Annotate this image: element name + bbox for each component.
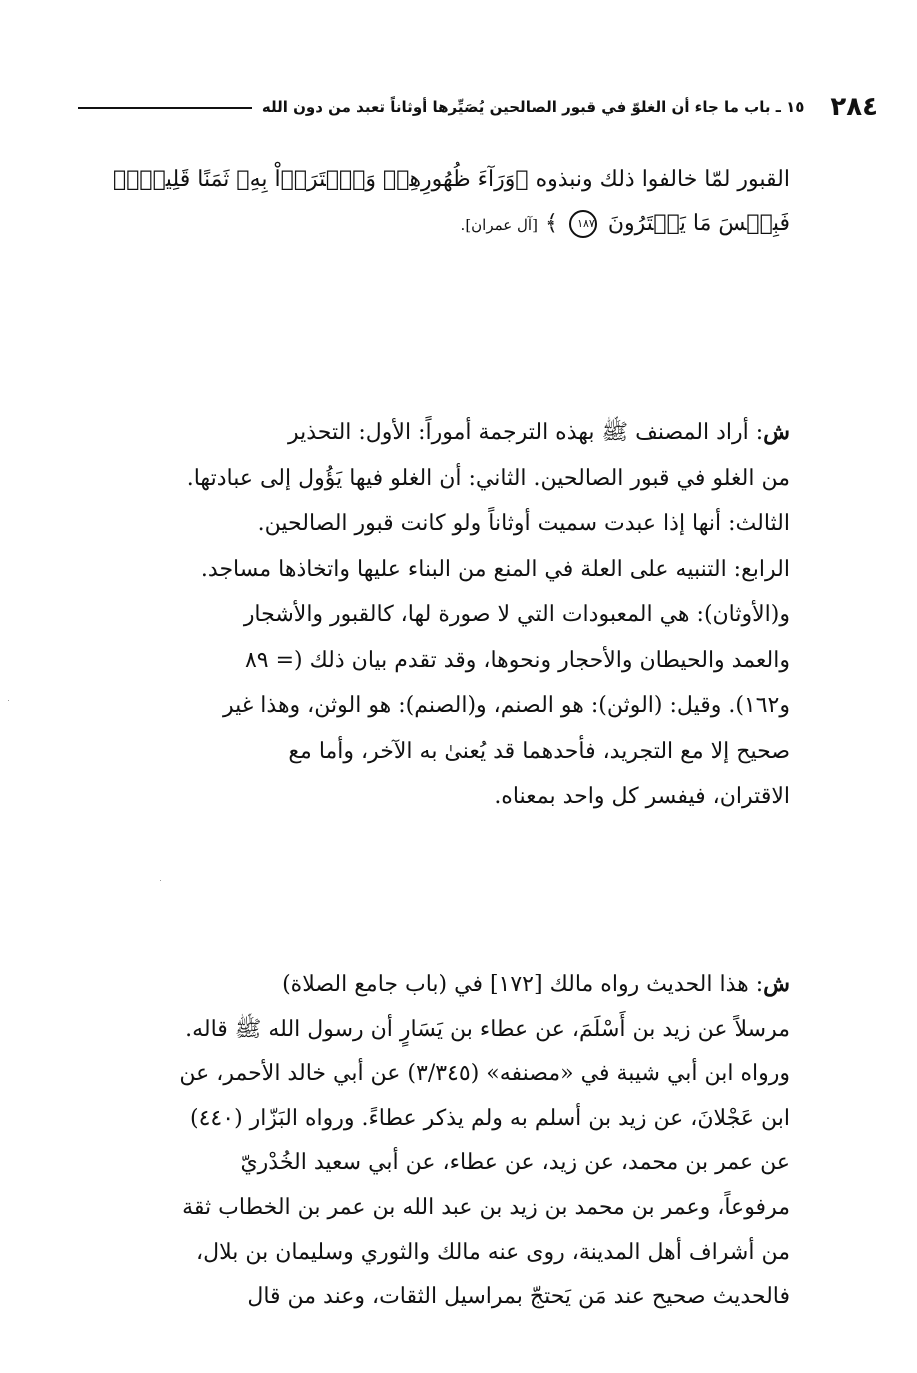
commentary-paragraph-2 bbox=[80, 962, 790, 1320]
commentary-marker: ش bbox=[763, 419, 790, 445]
para1-line-8: صحيح إلا مع التجريد، فأحدهما قد يُعنىٰ به الآخر، وأما مع bbox=[288, 738, 790, 764]
quran-verse-text: فَبِئۡسَ مَا يَشۡتَرُونَ bbox=[607, 211, 790, 236]
para2-line-6: مرفوعاً، وعمر بن محمد بن زيد بن عبد الله بن عمر بن الخطاب ثقة bbox=[182, 1194, 790, 1220]
scan-speck bbox=[160, 880, 161, 881]
para2-line-2: مرسلاً عن زيد بن أَسْلَمَ، عن عطاء بن يَسَارٍ أن رسول الله ﷺ قاله. bbox=[185, 1016, 790, 1042]
quran-citation: [آل عمران]. bbox=[460, 216, 538, 234]
para1-line-4: الرابع: التنبيه على العلة في المنع من البناء عليها واتخاذها مساجد. bbox=[200, 556, 790, 582]
para1-line-6: والعمد والحيطان والأحجار ونحوها، وقد تقدم بيان ذلك (= ٨٩ bbox=[244, 647, 790, 673]
para2-line-8: فالحديث صحيح عند مَن يَحتجّ بمراسيل الثقات، وعند من قال bbox=[247, 1284, 790, 1310]
para1-line-1 bbox=[80, 410, 790, 456]
para2-line-3: ورواه ابن أبي شيبة في «مصنفه» (٣/٣٤٥) عن أبي خالد الأحمر، عن bbox=[179, 1061, 790, 1087]
para1-line-5: و(الأوثان): هي المعبودات التي لا صورة لها، كالقبور والأشجار bbox=[243, 602, 790, 627]
para2-line-4: ابن عَجْلانَ، عن زيد بن أسلم به ولم يذكر عطاءً. ورواه البَزّار (٤٤٠) bbox=[190, 1105, 790, 1131]
para1-line-9: الاقتران، فيفسر كل واحد بمعناه. bbox=[494, 784, 790, 809]
para1-line-7: و١٦٢). وقيل: (الوثن): هو الصنم، و(الصنم): هو الوثن، وهذا غير bbox=[223, 693, 790, 718]
scan-speck bbox=[8, 700, 9, 701]
para1-line-2: من الغلو في قبور الصالحين. الثاني: أن الغلو فيها يَؤُول إلى عبادتها. bbox=[186, 465, 790, 491]
running-title: ١٥ ـ باب ما جاء أن الغلوّ في قبور الصالحين يُصَيِّرها أوثاناً تعبد من دون الله bbox=[261, 98, 805, 116]
quran-quote-block bbox=[80, 158, 790, 247]
para2-line-7: من أشراف أهل المدينة، روى عنه مالك والثوري وسليمان بن بلال، bbox=[196, 1239, 790, 1265]
page-number: ٢٨٤ bbox=[830, 92, 878, 122]
quran-line-1: القبور لمّا خالفوا ذلك ونبذوه ﴿وَرَآءَ ظُهُورِهِمۡ وَٱشۡتَرَوۡاْ بِهِۦ ثَمَنًا قَلِيلٗاۖ bbox=[113, 167, 790, 192]
header-rule bbox=[78, 107, 252, 109]
para2-line-5: عن عمر بن محمد، عن زيد، عن عطاء، عن أبي سعيد الخُدْريّ bbox=[240, 1150, 790, 1176]
para1-line-3: الثالث: أنها إذا عبدت سميت أوثاناً ولو كانت قبور الصالحين. bbox=[257, 511, 790, 536]
para2-line-1 bbox=[80, 962, 790, 1008]
commentary-marker: ش bbox=[763, 971, 790, 997]
quran-close-bracket: ﴾ bbox=[544, 211, 558, 236]
quran-line-2 bbox=[80, 202, 790, 247]
para2-line-1-text: : هذا الحديث رواه مالك [١٧٢] في (باب جامع الصلاة) bbox=[282, 972, 764, 997]
running-header bbox=[78, 88, 878, 126]
verse-number-marker: ١٨٧ bbox=[569, 210, 597, 238]
commentary-paragraph-1 bbox=[80, 410, 790, 820]
para1-line-1-text: : أراد المصنف ﷺ بهذه الترجمة أموراً: الأول: التحذير bbox=[287, 420, 764, 445]
